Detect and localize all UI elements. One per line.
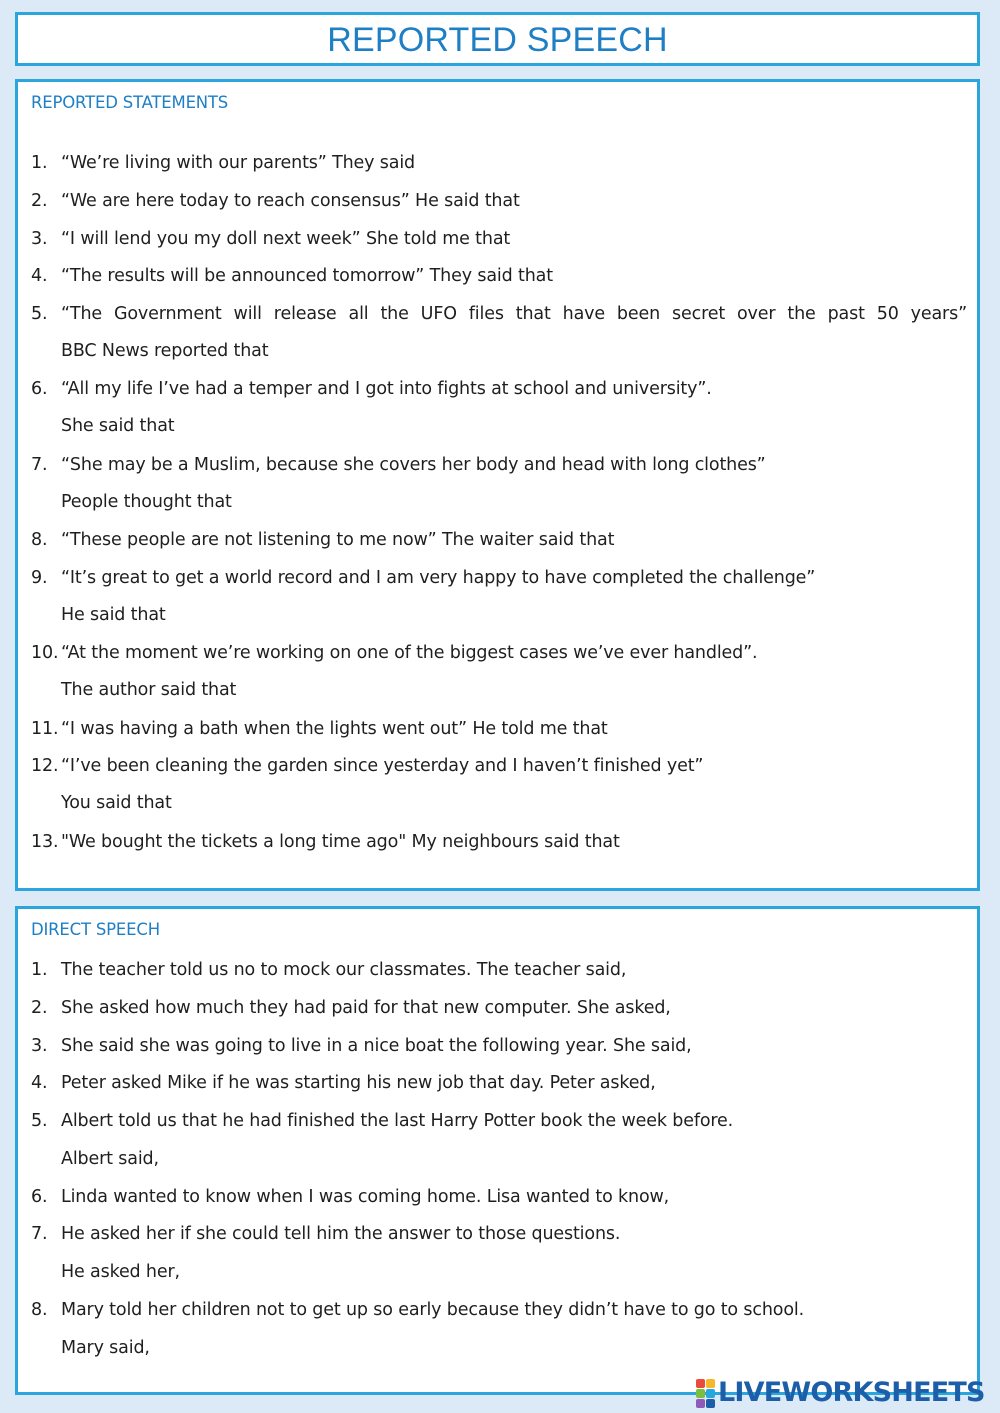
item-number: 2. xyxy=(31,998,48,1018)
item-continuation: People thought that xyxy=(61,492,232,512)
item-continuation: She said that xyxy=(61,416,175,436)
item-text: “I will lend you my doll next week” She told me that xyxy=(61,229,511,249)
item-continuation: BBC News reported that xyxy=(61,341,269,361)
logo-square-icon xyxy=(696,1379,705,1388)
item-number: 8. xyxy=(31,1300,48,1320)
item-number: 6. xyxy=(31,379,48,399)
item-number: 12. xyxy=(31,756,59,776)
logo-square-icon xyxy=(696,1399,705,1408)
logo-square-icon xyxy=(706,1389,715,1398)
item-number: 1. xyxy=(31,960,48,980)
item-continuation: You said that xyxy=(61,793,172,813)
section-heading-direct: DIRECT SPEECH xyxy=(31,920,160,939)
item-text: She asked how much they had paid for that new computer. She asked, xyxy=(61,998,671,1018)
title-panel xyxy=(15,12,980,66)
item-text: The teacher told us no to mock our classmates. The teacher said, xyxy=(61,960,627,980)
logo-square-icon xyxy=(696,1389,705,1398)
item-continuation: He said that xyxy=(61,605,166,625)
item-text: Peter asked Mike if he was starting his new job that day. Peter asked, xyxy=(61,1073,656,1093)
logo-square-icon xyxy=(706,1399,715,1408)
liveworksheets-logo[interactable] xyxy=(696,1378,985,1408)
section-heading-reported: REPORTED STATEMENTS xyxy=(31,93,229,112)
item-number: 2. xyxy=(31,191,48,211)
item-text: “We are here today to reach consensus” He said that xyxy=(61,191,520,211)
item-text: “We’re living with our parents” They said xyxy=(61,153,416,173)
item-text: “She may be a Muslim, because she covers her body and head with long clothes” xyxy=(61,455,766,475)
item-text: “The Government will release all the UFO files that have been secret over the past 50 years” xyxy=(61,304,967,324)
item-number: 6. xyxy=(31,1187,48,1207)
logo-mark-icon xyxy=(696,1379,715,1408)
item-text: She said she was going to live in a nice boat the following year. She said, xyxy=(61,1036,692,1056)
item-number: 4. xyxy=(31,1073,48,1093)
item-number: 3. xyxy=(31,1036,48,1056)
item-number: 5. xyxy=(31,304,48,324)
item-text: "We bought the tickets a long time ago" My neighbours said that xyxy=(61,832,620,852)
item-number: 7. xyxy=(31,1224,48,1244)
item-text: Albert told us that he had finished the last Harry Potter book the week before. xyxy=(61,1111,734,1131)
item-number: 4. xyxy=(31,266,48,286)
reported-statements-panel xyxy=(15,79,980,891)
item-number: 10. xyxy=(31,643,59,663)
item-text: “I’ve been cleaning the garden since yesterday and I haven’t finished yet” xyxy=(61,756,704,776)
item-continuation: Mary said, xyxy=(61,1338,150,1358)
item-text: “The results will be announced tomorrow” They said that xyxy=(61,266,553,286)
logo-square-icon xyxy=(706,1379,715,1388)
item-number: 5. xyxy=(31,1111,48,1131)
item-text: “These people are not listening to me now” The waiter said that xyxy=(61,530,615,550)
page-title: REPORTED SPEECH xyxy=(327,21,668,59)
item-text: “All my life I’ve had a temper and I got into fights at school and university”. xyxy=(61,379,712,399)
item-continuation: The author said that xyxy=(61,680,237,700)
item-text: He asked her if she could tell him the answer to those questions. xyxy=(61,1224,621,1244)
item-number: 13. xyxy=(31,832,59,852)
item-number: 3. xyxy=(31,229,48,249)
direct-speech-panel xyxy=(15,906,980,1395)
item-number: 11. xyxy=(31,719,59,739)
item-number: 7. xyxy=(31,455,48,475)
logo-text: LIVEWORKSHEETS xyxy=(718,1377,985,1408)
item-continuation: He asked her, xyxy=(61,1262,180,1282)
item-text: “It’s great to get a world record and I am very happy to have completed the challenge” xyxy=(61,568,816,588)
item-number: 9. xyxy=(31,568,48,588)
item-number: 1. xyxy=(31,153,48,173)
item-text: “At the moment we’re working on one of the biggest cases we’ve ever handled”. xyxy=(61,643,758,663)
item-text: “I was having a bath when the lights went out” He told me that xyxy=(61,719,608,739)
item-continuation: Albert said, xyxy=(61,1149,159,1169)
item-number: 8. xyxy=(31,530,48,550)
item-text: Linda wanted to know when I was coming home. Lisa wanted to know, xyxy=(61,1187,670,1207)
item-text: Mary told her children not to get up so early because they didn’t have to go to school. xyxy=(61,1300,805,1320)
